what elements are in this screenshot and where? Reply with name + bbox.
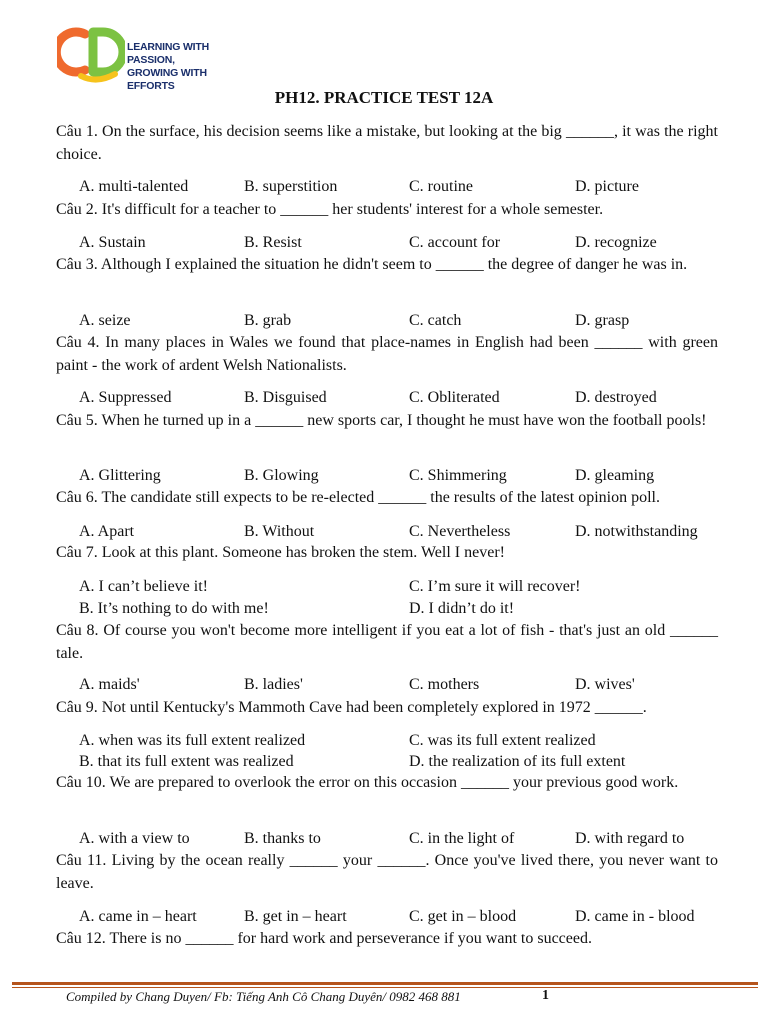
page-number: 1 xyxy=(542,988,549,1003)
option-11b: B. get in – heart xyxy=(244,908,347,925)
option-10d: D. with regard to xyxy=(575,830,685,847)
option-1a: A. multi-talented xyxy=(79,178,189,195)
footer-divider xyxy=(12,982,758,985)
option-7d: D. I didn’t do it! xyxy=(409,600,515,617)
option-7a: A. I can’t believe it! xyxy=(79,578,208,595)
option-2c: C. account for xyxy=(409,234,501,251)
question-2: Câu 2. It's difficult for a teacher to ______ her students' interest for a whole semester. xyxy=(56,201,604,218)
question-8: Câu 8. Of course you won't become more intelligent if you eat a lot of fish - that's just an old ______ tale. xyxy=(56,622,718,662)
question-6: Câu 6. The candidate still expects to be re-elected ______ the results of the latest opinion poll. xyxy=(56,489,660,506)
option-6a: A. Apart xyxy=(79,523,135,540)
option-3c: C. catch xyxy=(409,312,462,329)
option-2b: B. Resist xyxy=(244,234,302,251)
option-7b: B. It’s nothing to do with me! xyxy=(79,600,269,617)
option-8a: A. maids' xyxy=(79,676,140,693)
option-1b: B. superstition xyxy=(244,178,338,195)
option-5b: B. Glowing xyxy=(244,467,319,484)
question-9: Câu 9. Not until Kentucky's Mammoth Cave had been completely explored in 1972 ______. xyxy=(56,699,647,716)
logo-tagline: LEARNING WITH PASSION, GROWING WITH EFFORTS xyxy=(127,41,209,92)
option-4a: A. Suppressed xyxy=(79,389,172,406)
option-11a: A. came in – heart xyxy=(79,908,197,925)
option-2d: D. recognize xyxy=(575,234,657,251)
option-5c: C. Shimmering xyxy=(409,467,507,484)
question-5: Câu 5. When he turned up in a ______ new sports car, I thought he must have won the football pools! xyxy=(56,412,707,429)
question-1: Câu 1. On the surface, his decision seems like a mistake, but looking at the big ______, it was the right choice. xyxy=(56,123,718,163)
option-6c: C. Nevertheless xyxy=(409,523,511,540)
option-8d: D. wives' xyxy=(575,676,635,693)
question-12: Câu 12. There is no ______ for hard work and perseverance if you want to succeed. xyxy=(56,930,592,947)
question-7: Câu 7. Look at this plant. Someone has broken the stem. Well I never! xyxy=(56,544,505,561)
option-8c: C. mothers xyxy=(409,676,480,693)
option-8b: B. ladies' xyxy=(244,676,303,693)
option-2a: A. Sustain xyxy=(79,234,146,251)
option-3d: D. grasp xyxy=(575,312,630,329)
option-5d: D. gleaming xyxy=(575,467,655,484)
option-9b: B. that its full extent was realized xyxy=(79,753,294,770)
option-3a: A. seize xyxy=(79,312,131,329)
option-11c: C. get in – blood xyxy=(409,908,517,925)
option-1c: C. routine xyxy=(409,178,473,195)
option-9c: C. was its full extent realized xyxy=(409,732,596,749)
option-6d: D. notwithstanding xyxy=(575,523,698,540)
footer-credit: Compiled by Chang Duyen/ Fb: Tiếng Anh Cô Chang Duyên/ 0982 468 881 xyxy=(66,989,461,1004)
footer-divider-thin xyxy=(12,987,758,988)
option-11d: D. came in - blood xyxy=(575,908,695,925)
question-10: Câu 10. We are prepared to overlook the error on this occasion ______ your previous good work. xyxy=(56,774,679,791)
option-4d: D. destroyed xyxy=(575,389,657,406)
option-7c: C. I’m sure it will recover! xyxy=(409,578,581,595)
option-1d: D. picture xyxy=(575,178,639,195)
option-9d: D. the realization of its full extent xyxy=(409,753,626,770)
option-10c: C. in the light of xyxy=(409,830,515,847)
option-3b: B. grab xyxy=(244,312,292,329)
option-6b: B. Without xyxy=(244,523,315,540)
page-title: PH12. PRACTICE TEST 12A xyxy=(274,88,494,107)
option-9a: A. when was its full extent realized xyxy=(79,732,306,749)
question-11: Câu 11. Living by the ocean really ______ your ______. Once you've lived there, you never want to leave. xyxy=(56,852,718,892)
option-4b: B. Disguised xyxy=(244,389,327,406)
question-3: Câu 3. Although I explained the situation he didn't seem to ______ the degree of danger he was in. xyxy=(56,256,688,273)
logo xyxy=(57,26,257,92)
cd-logo-icon xyxy=(57,26,125,84)
option-5a: A. Glittering xyxy=(79,467,161,484)
option-10b: B. thanks to xyxy=(244,830,321,847)
question-4: Câu 4. In many places in Wales we found that place-names in English had been ______ with green paint - the work of ardent Welsh Nationalists. xyxy=(56,334,718,374)
option-10a: A. with a view to xyxy=(79,830,190,847)
option-4c: C. Obliterated xyxy=(409,389,500,406)
